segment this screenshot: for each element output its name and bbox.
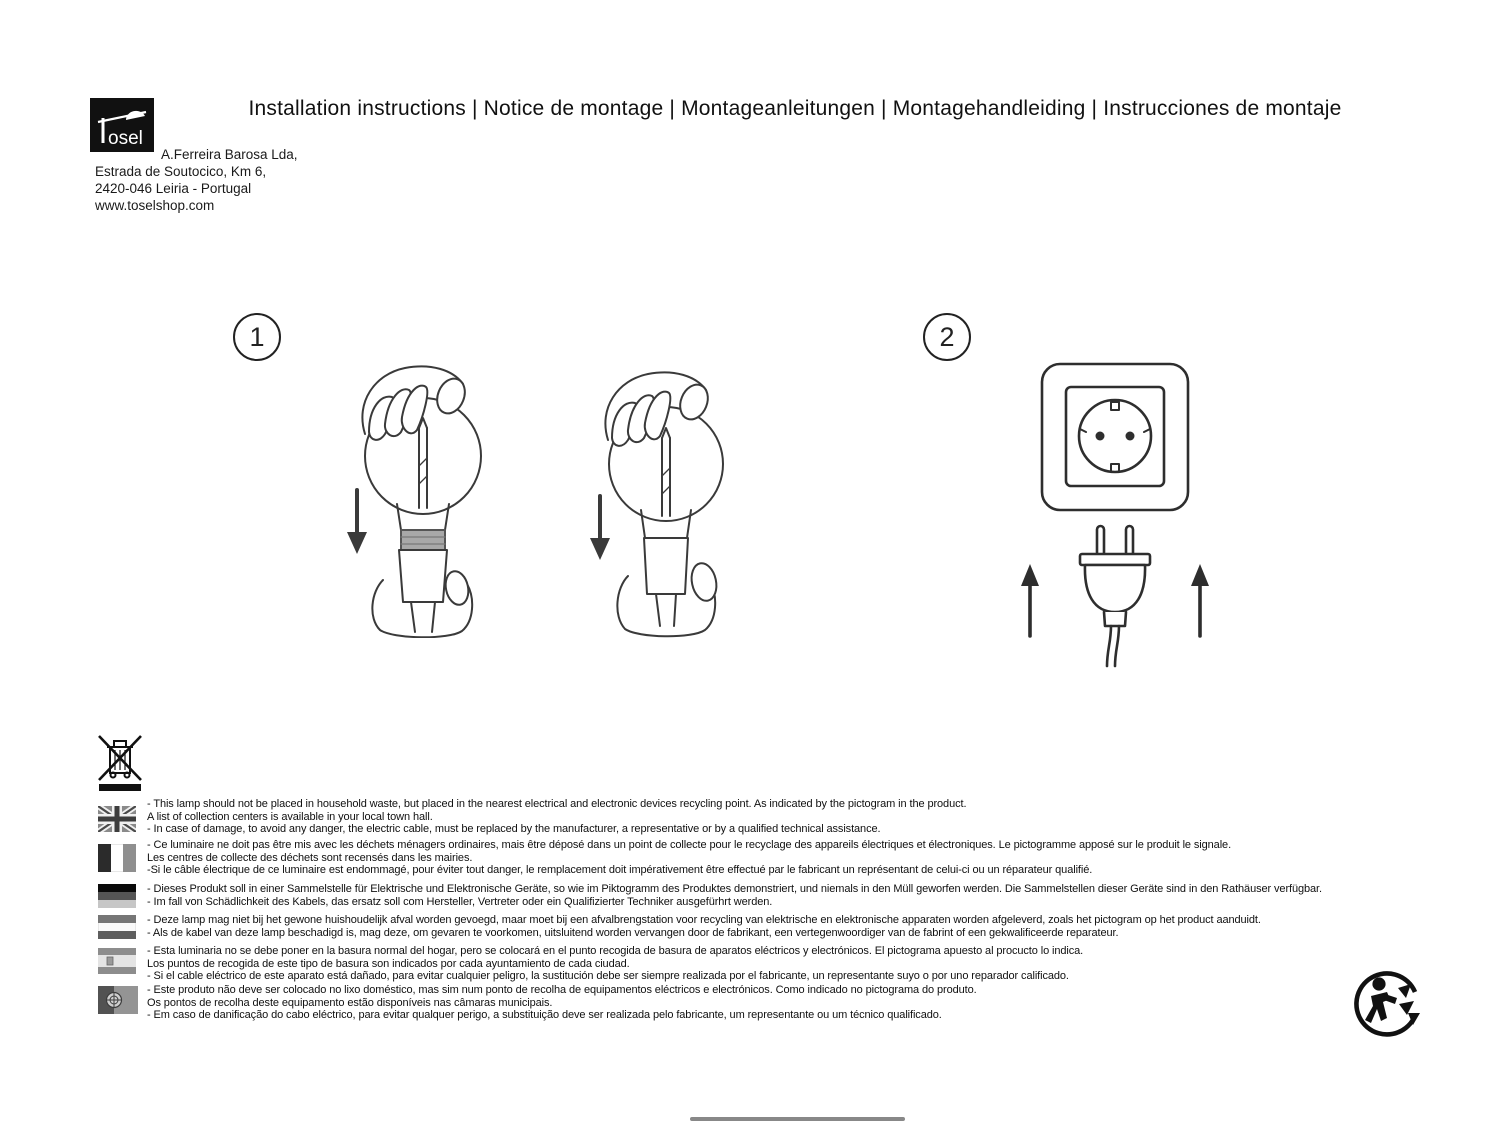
portuguese-text-block — [147, 984, 977, 1022]
page-title: Installation instructions | Notice de montage | Montageanleitungen | Montagehandleiding | Instrucciones de montaje — [248, 97, 1342, 120]
bulb-insert-icon — [335, 338, 505, 638]
step-2-badge: 2 — [923, 313, 971, 361]
scan-artifact — [690, 1117, 905, 1121]
socket-plug-icon — [1000, 358, 1230, 668]
text-line: - Dieses Produkt soll in einer Sammelstelle für Elektrische und Elektronische Geräte, so wie im Piktogramm des Produktes demonstriert, und niemals in den Müll geworfen werden. Die Sammelstellen dieser Geräte sind in den Rathäuser verfügbar. — [147, 883, 1322, 895]
logo-text-glyph: osel — [108, 128, 143, 149]
dutch-text-block — [147, 914, 1261, 939]
france-flag-icon — [98, 844, 136, 872]
english-text-block — [147, 798, 966, 836]
text-line: - Si el cable eléctrico de este aparato está dañado, para evitar cualquier peligro, la sustitución debe ser siempre realizada por el fabricante, un representante suyo o por uno reparador calificado. — [147, 970, 1069, 983]
text-line: A list of collection centers is available in your local town hall. — [147, 810, 433, 823]
step2-illustration — [1000, 358, 1230, 668]
text-line: - This lamp should not be placed in household waste, but placed in the nearest electrical and electronic devices recycling point. As indicated by the pictogram in the product. — [147, 798, 967, 810]
text-line: - Im fall von Schädlichkeit des Kabels, das ersatz soll com Hersteller, Vertreter oder ein Qualifizierter Techniker ausgefürhrt werden. — [147, 895, 773, 908]
germany-flag-icon — [98, 884, 136, 908]
weee-symbol — [95, 730, 145, 792]
address-line-4: www.toselshop.com — [95, 198, 215, 213]
bulb-seated-icon — [578, 338, 748, 638]
text-line: - Als de kabel van deze lamp beschadigd is, mag deze, om gevaren te voorkomen, uitsluitend worden vervangen door de fabrikant, een vertegenwoordiger van de fabrint of een gekwalificeerde reparateur. — [147, 926, 1119, 939]
text-line: Los puntos de recogida de este tipo de basura son indicados por cada ayuntamiento de cada ciudad. — [147, 957, 630, 970]
text-line: Os pontos de recolha deste equipamento estão disponíveis nas câmaras municipais. — [147, 996, 553, 1009]
triman-recycling-icon — [1352, 968, 1424, 1040]
step1-illustration-a — [335, 338, 505, 638]
text-line: - Em caso de danificação do cabo eléctrico, para evitar qualquer perigo, a substituição deve ser realizada pelo fabricante, um representante ou um técnico qualificado. — [147, 1009, 942, 1022]
uk-flag-icon — [98, 806, 136, 832]
tosel-logo — [90, 98, 154, 152]
address-line-3: 2420-046 Leiria - Portugal — [95, 181, 252, 196]
french-text-block — [147, 839, 1231, 877]
spanish-text-block — [147, 945, 1083, 983]
text-line: -Si le câble électrique de ce luminaire est endommagé, pour éviter tout danger, le remplacement doit impérativement être effectué par le fabricant un représentant de celui-ci ou un réparateur qualifié. — [147, 864, 1093, 877]
tosel-logo-icon — [90, 98, 154, 152]
german-text-block — [147, 883, 1322, 908]
text-line: - In case of damage, to avoid any danger, the electric cable, must be replaced by the manufacturer, a representative or by a qualified technical assistance. — [147, 823, 881, 836]
address-line-2: Estrada de Soutocico, Km 6, — [95, 164, 267, 179]
text-line: - Este produto não deve ser colocado no lixo doméstico, mas sim num ponto de recolha de equipamentos eléctricos e electrónicos. Como indicado no pictograma do produto. — [147, 984, 977, 996]
step-1-badge: 1 — [233, 313, 281, 361]
spain-flag-icon — [98, 948, 136, 974]
address-line-1: A.Ferreira Barosa Lda, — [161, 147, 298, 162]
text-line: - Ce luminaire ne doit pas être mis avec les déchets ménagers ordinaires, mais être déposé dans un point de collecte pour le recyclage des appareils électriques et électroniques. Le pictogramme apposé sur le produit le signale. — [147, 839, 1232, 851]
text-line: - Deze lamp mag niet bij het gewone huishoudelijk afval worden gevoegd, maar moet bij een afvalbrengstation voor recycling van elektrische en elektronische apparaten worden afgeleverd, zoals het pictogram op het product aanduidt. — [147, 914, 1261, 926]
text-line: - Esta luminaria no se debe poner en la basura normal del hogar, pero se colocará en el punto recogida de basura de aparatos eléctricos y electrónicos. El pictograma apuesto al procucto lo indica. — [147, 945, 1084, 957]
crossed-out-bin-icon — [95, 730, 145, 792]
step1-illustration-b — [578, 338, 748, 638]
text-line: Les centres de collecte des déchets sont recensés dans les mairies. — [147, 851, 473, 864]
portugal-flag-icon — [98, 986, 138, 1014]
netherlands-flag-icon — [98, 915, 136, 939]
